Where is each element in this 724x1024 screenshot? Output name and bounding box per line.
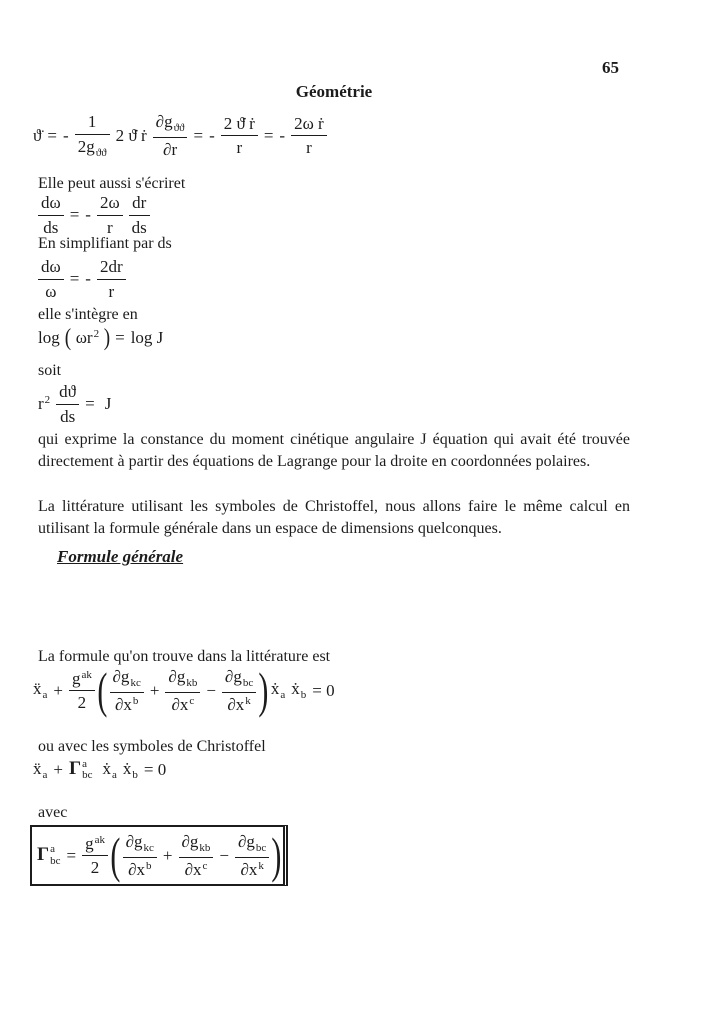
fraction: $\frac{\partial g_{kc}}{\partial x^b}$ — [123, 832, 157, 879]
equation-theta-ddot: ϑ̈ = - $\frac{1}{2g_{ϑϑ}}$ 2 ϑ̇ ṙ $\frac{\partial g_{ϑϑ}}{\partial r}$ = - $\frac{\text{2 ϑ̇ ṙ}}{r}$ = - $\frac{\text{2ω ṙ}}{r}$ — [33, 112, 327, 159]
fraction: $\frac{\partial g_{bc}}{\partial x^k}$ — [235, 832, 269, 879]
text-line-simplifiant: En simplifiant par ds — [38, 235, 172, 252]
text-line-soit: soit — [38, 362, 62, 379]
fraction: $\frac{d\omega}{\omega}$ — [38, 257, 64, 301]
fraction: $\frac{dϑ}{ds}$ — [56, 382, 79, 426]
left-paren: ( — [64, 325, 71, 351]
fraction: $\frac{dr}{ds}$ — [129, 193, 150, 237]
heading-formule-generale: Formule générale — [57, 547, 184, 566]
right-paren: ) — [103, 325, 111, 351]
fraction: $\frac{\text{2 ϑ̇ ṙ}}{r}$ — [221, 114, 258, 158]
left-paren: ( — [110, 827, 121, 884]
equation-christoffel-form: ẍ$_a$ + Γ a bc ẋ$_a$ ẋ$_b$ = 0 — [33, 757, 167, 782]
paragraph-litterature: La littérature utilisant les symboles de Christoffel, nous allons faire le même calcul en utilisant la formule générale dans un espace de dimensions quelconques. — [38, 498, 630, 537]
page-title: Géométrie — [295, 82, 373, 101]
fraction: $\frac{g^{ak}}{2}$ — [69, 669, 95, 713]
gamma-symbol: Γ — [68, 758, 82, 779]
text-line-avec: avec — [38, 804, 68, 821]
coefficient: 2 ϑ̇ ṙ — [115, 125, 147, 145]
fraction: $\frac{\partial g_{bc}}{\partial x^k}$ — [222, 667, 256, 714]
fraction: $\frac{\text{2ω ṙ}}{r}$ — [291, 114, 327, 158]
equation-domega-omega: $\frac{d\omega}{\omega}$ = - $\frac{2dr}{r}$ — [38, 257, 126, 301]
fraction: $\frac{\partial g_{ϑϑ}}{\partial r}$ — [153, 112, 188, 159]
right-paren: ) — [271, 827, 282, 884]
fraction: $\frac{2\omega}{r}$ — [97, 193, 123, 237]
equation-box-border: Γ a bc = $\frac{g^{ak}}{2}$ ( $\frac{\partial g_{kc}}{\partial x^b}$ + $\frac{\partial g_{kb}}{\partial x^c}$ − $\frac{\partial g_{bc}}{\partial x^k}$ ) — [30, 825, 288, 886]
fraction: $\frac{d\omega}{ds}$ — [38, 193, 64, 237]
text-line-formule: La formule qu'on trouve dans la littérature est — [38, 648, 331, 665]
equation-domega-ds: $\frac{d\omega}{ds}$ = - $\frac{2\omega}{r}$ $\frac{dr}{ds}$ — [38, 193, 150, 237]
text-line-integre: elle s'intègre en — [38, 306, 138, 323]
equation-geodesic: ẍ$_a$ + $\frac{g^{ak}}{2}$ ( $\frac{\partial g_{kc}}{\partial x^b}$ + $\frac{\partial g_{kb}}{\partial x^c}$ − $\frac{\partial g_{bc}}{\partial x^k}$ ) ẋ$_a$ ẋ$_b$ = 0 — [33, 662, 335, 719]
left-paren: ( — [97, 662, 108, 719]
equation-log: log ( $\omega r^2$ ) = log J — [38, 325, 164, 351]
fraction: $\frac{\partial g_{kb}}{\partial x^c}$ — [165, 667, 200, 714]
text-line-elle-peut: Elle peut aussi s'écriret — [38, 175, 186, 192]
fraction: $\frac{2dr}{r}$ — [97, 257, 126, 301]
equation-moment: $r^2$ $\frac{dϑ}{ds}$ = J — [38, 382, 112, 426]
text-line-christoffel: ou avec les symboles de Christoffel — [38, 738, 266, 755]
fraction: $\frac{g^{ak}}{2}$ — [82, 834, 108, 878]
right-paren: ) — [258, 662, 269, 719]
paragraph-moment: qui exprime la constance du moment cinétique angulaire J équation qui avait été trouvée directement à partir des équations de Lagrange pour la droite en coordonnées polaires. — [38, 431, 630, 470]
gamma-symbol: Γ — [37, 843, 50, 865]
fraction: $\frac{\partial g_{kb}}{\partial x^c}$ — [179, 832, 214, 879]
page-number: 65 — [602, 58, 619, 77]
equation-gamma-box — [30, 825, 288, 886]
theta-ddot: ϑ̈ — [33, 125, 42, 145]
log-operator: log — [38, 328, 60, 348]
fraction: $\frac{\partial g_{kc}}{\partial x^b}$ — [110, 667, 144, 714]
fraction: $\frac{1}{2g_{ϑϑ}}$ — [75, 112, 110, 159]
